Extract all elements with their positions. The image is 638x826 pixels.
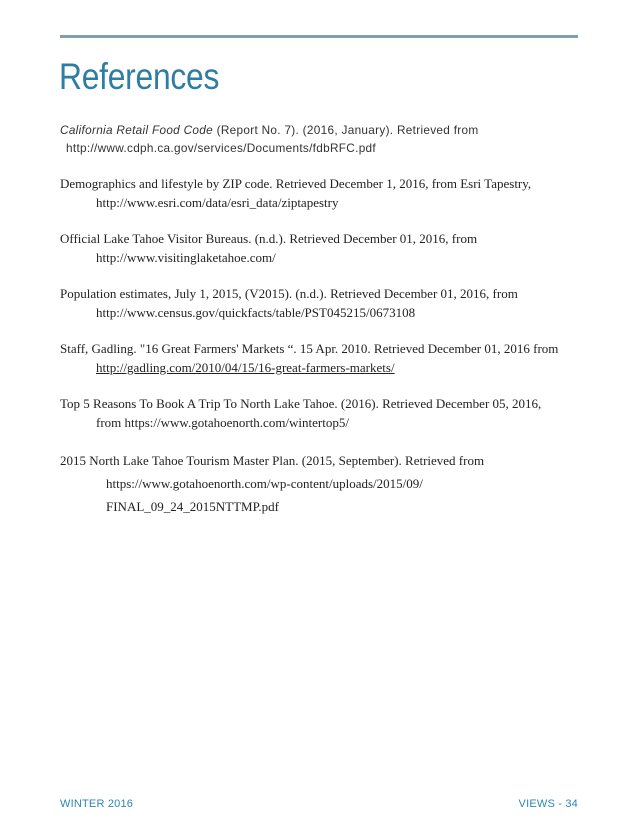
reference-entry <box>60 284 590 322</box>
reference-entry <box>60 339 590 377</box>
reference-url[interactable]: http://www.esri.com/data/esri_data/ziptapestry <box>96 195 339 210</box>
reference-entry <box>60 174 590 212</box>
reference-text: Demographics and lifestyle by ZIP code. Retrieved December 1, 2016, from Esri Tapestry, <box>60 176 532 191</box>
reference-url-continued[interactable]: FINAL_09_24_2015NTTMP.pdf <box>106 499 279 514</box>
reference-url[interactable]: http://www.cdph.ca.gov/services/Documents/fdbRFC.pdf <box>66 141 376 155</box>
reference-text: Staff, Gadling. "16 Great Farmers' Markets “. 15 Apr. 2010. Retrieved December 01, 2016 from <box>60 341 559 356</box>
top-rule <box>60 35 578 38</box>
reference-text: (Report No. 7). (2016, January). Retrieved from <box>213 123 479 137</box>
reference-text: 2015 North Lake Tahoe Tourism Master Plan. (2015, September). Retrieved from <box>60 453 485 468</box>
reference-entry <box>60 229 590 267</box>
reference-entry <box>60 121 590 157</box>
reference-url[interactable]: from https://www.gotahoenorth.com/wintertop5/ <box>96 415 349 430</box>
page-title: References <box>59 56 220 97</box>
reference-title: California Retail Food Code <box>60 123 214 137</box>
reference-url[interactable]: http://www.visitinglaketahoe.com/ <box>96 250 276 265</box>
reference-entry <box>60 449 590 518</box>
reference-url[interactable]: https://www.gotahoenorth.com/wp-content/uploads/2015/09/ <box>106 476 423 491</box>
footer-page-number: VIEWS - 34 <box>518 798 578 810</box>
reference-url[interactable]: http://www.census.gov/quickfacts/table/PST045215/0673108 <box>96 305 416 320</box>
reference-text: Top 5 Reasons To Book A Trip To North Lake Tahoe. (2016). Retrieved December 05, 2016, <box>60 396 542 411</box>
reference-link[interactable]: http://gadling.com/2010/04/15/16-great-farmers-markets/ <box>96 360 395 375</box>
reference-entry <box>60 394 590 432</box>
reference-text: Official Lake Tahoe Visitor Bureaus. (n.d.). Retrieved December 01, 2016, from <box>60 231 478 246</box>
reference-text: Population estimates, July 1, 2015, (V2015). (n.d.). Retrieved December 01, 2016, from <box>60 286 518 301</box>
footer-season: WINTER 2016 <box>60 798 134 810</box>
references-list <box>60 121 590 518</box>
